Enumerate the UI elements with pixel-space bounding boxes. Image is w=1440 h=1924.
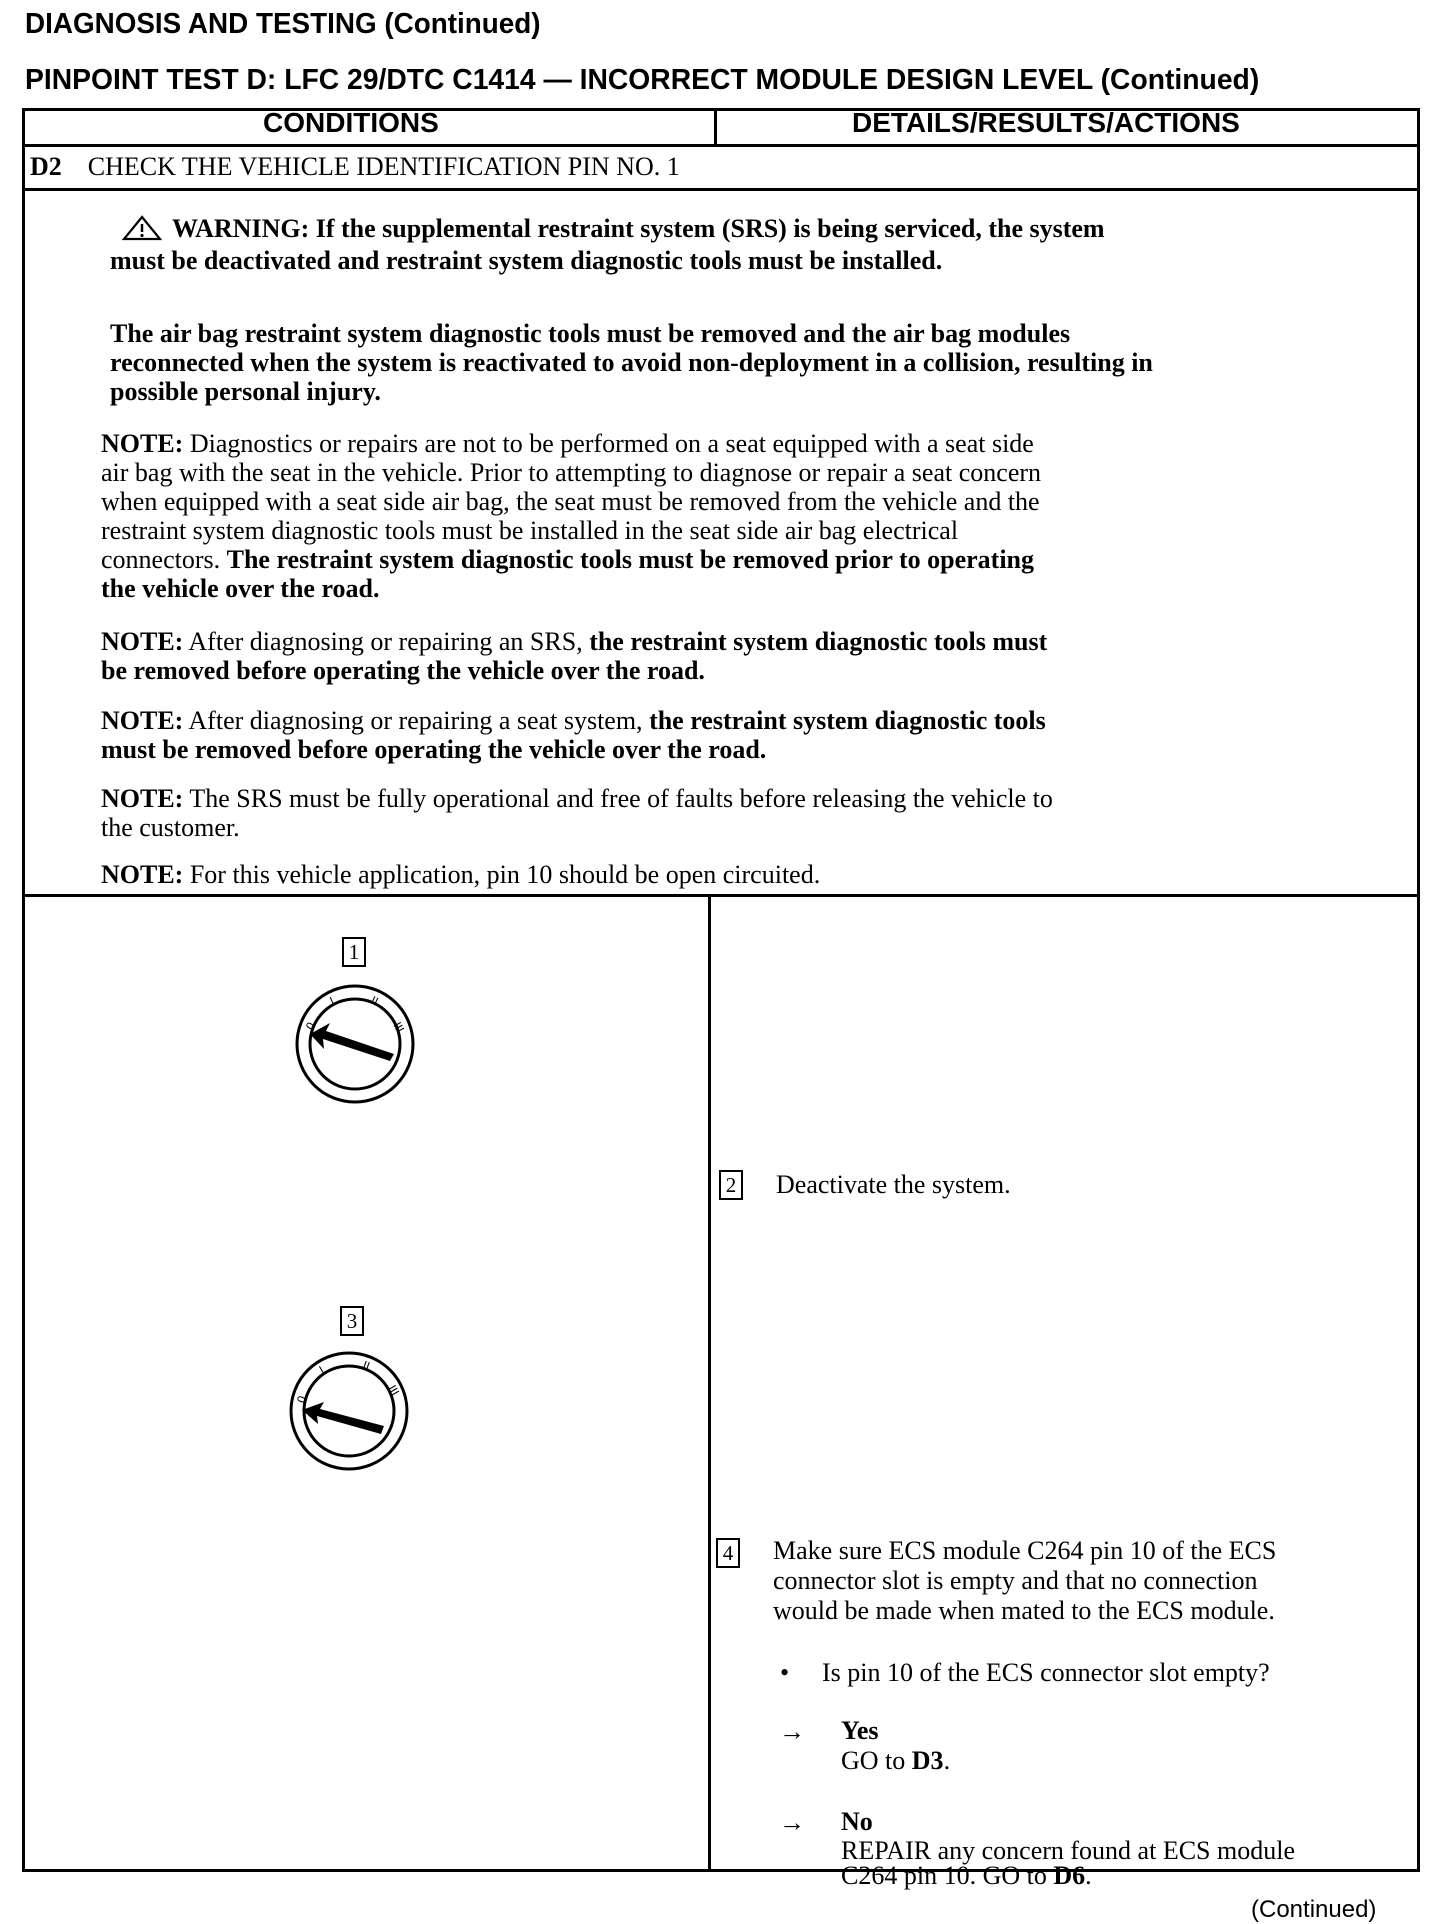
note-1-line-3: when equipped with a seat side air bag, the seat must be removed from the vehicle and the — [101, 487, 1040, 516]
step-row — [30, 152, 680, 182]
details-header: DETAILS/RESULTS/ACTIONS — [852, 107, 1240, 138]
callout-3: 3 — [340, 1306, 364, 1336]
ignition-mark-3: III — [390, 1020, 407, 1035]
note-3-line-2: must be removed before operating the vehicle over the road. — [101, 735, 767, 764]
conditions-header: CONDITIONS — [263, 107, 439, 138]
no-label: No — [841, 1807, 873, 1836]
note-1-line-1: NOTE: Diagnostics or repairs are not to be performed on a seat equipped with a seat side — [101, 429, 1034, 458]
callout-4: 4 — [716, 1538, 740, 1568]
note-5-line-1: NOTE: For this vehicle application, pin 10 should be open circuited. — [101, 860, 821, 889]
note-4-line-2: the customer. — [101, 813, 240, 842]
ignition-mark-3b: III — [385, 1383, 402, 1398]
warning-para2-line-3: possible personal injury. — [110, 377, 381, 406]
header-column-divider — [714, 108, 717, 147]
step-id: D2 — [30, 152, 62, 181]
note-1-line-4: restraint system diagnostic tools must be installed in the seat side air bag electrical — [101, 516, 959, 545]
page-title: DIAGNOSIS AND TESTING (Continued) — [25, 8, 541, 40]
step-4-line-1: Make sure ECS module C264 pin 10 of the ECS — [773, 1536, 1277, 1565]
warning-para2-line-1: The air bag restraint system diagnostic tools must be removed and the air bag modules — [110, 319, 1071, 348]
note-4-line-1: NOTE: The SRS must be fully operational and free of faults before releasing the vehicle to — [101, 784, 1053, 813]
question-text: Is pin 10 of the ECS connector slot empty? — [822, 1658, 1270, 1687]
warning-line-2: must be deactivated and restraint system diagnostic tools must be installed. — [110, 246, 943, 275]
step-4-line-3: would be made when mated to the ECS module. — [773, 1596, 1275, 1625]
note-3-line-1: NOTE: After diagnosing or repairing a seat system, the restraint system diagnostic tools — [101, 706, 1046, 735]
warning-para2-line-2: reconnected when the system is reactivated to avoid non-deployment in a collision, resulting in — [110, 348, 1153, 377]
question-bullet: • — [780, 1658, 790, 1687]
ignition-mark-2: II — [368, 993, 381, 1009]
ignition-mark-0: 0 — [303, 1019, 319, 1033]
step-2-text: Deactivate the system. — [776, 1170, 1011, 1199]
yes-action: GO to D3. — [841, 1746, 951, 1775]
note-2-line-1: NOTE: After diagnosing or repairing an SRS, the restraint system diagnostic tools must — [101, 627, 1048, 656]
callout-1: 1 — [342, 937, 366, 967]
warning-line-1: WARNING: If the supplemental restraint system (SRS) is being serviced, the system — [122, 214, 1105, 247]
step-4-line-2: connector slot is empty and that no connection — [773, 1566, 1258, 1595]
no-action-line-1: REPAIR any concern found at ECS module — [841, 1836, 1295, 1865]
step-divider — [22, 188, 1420, 191]
note-1-line-5: connectors. The restraint system diagnostic tools must be removed prior to operating — [101, 545, 1035, 574]
ignition-switch-off-icon-2 — [284, 1346, 414, 1476]
ignition-switch-off-icon — [290, 979, 420, 1109]
ignition-mark-1b: I — [317, 1363, 327, 1377]
notes-divider — [22, 894, 1420, 897]
header-divider — [22, 144, 1420, 147]
callout-2: 2 — [719, 1170, 743, 1200]
no-action-line-2: C264 pin 10. GO to D6. — [841, 1861, 1092, 1890]
ignition-mark-1: I — [327, 994, 337, 1008]
note-2-line-2: be removed before operating the vehicle over the road. — [101, 656, 705, 685]
note-1-line-6: the vehicle over the road. — [101, 574, 380, 603]
continued-footer: (Continued) — [1251, 1896, 1377, 1923]
ignition-mark-2b: II — [360, 1358, 372, 1374]
body-column-divider — [708, 894, 711, 1872]
pinpoint-test-title: PINPOINT TEST D: LFC 29/DTC C1414 — INCORRECT MODULE DESIGN LEVEL (Continued) — [25, 64, 1260, 96]
note-1-line-2: air bag with the seat in the vehicle. Prior to attempting to diagnose or repair a seat concern — [101, 458, 1042, 487]
step-title: CHECK THE VEHICLE IDENTIFICATION PIN NO. 1 — [87, 152, 680, 181]
ignition-mark-0b: 0 — [294, 1394, 310, 1406]
warning-triangle-icon — [122, 215, 162, 247]
yes-arrow-icon: → — [779, 1717, 805, 1746]
yes-label: Yes — [841, 1716, 879, 1745]
no-arrow-icon: → — [779, 1808, 805, 1837]
